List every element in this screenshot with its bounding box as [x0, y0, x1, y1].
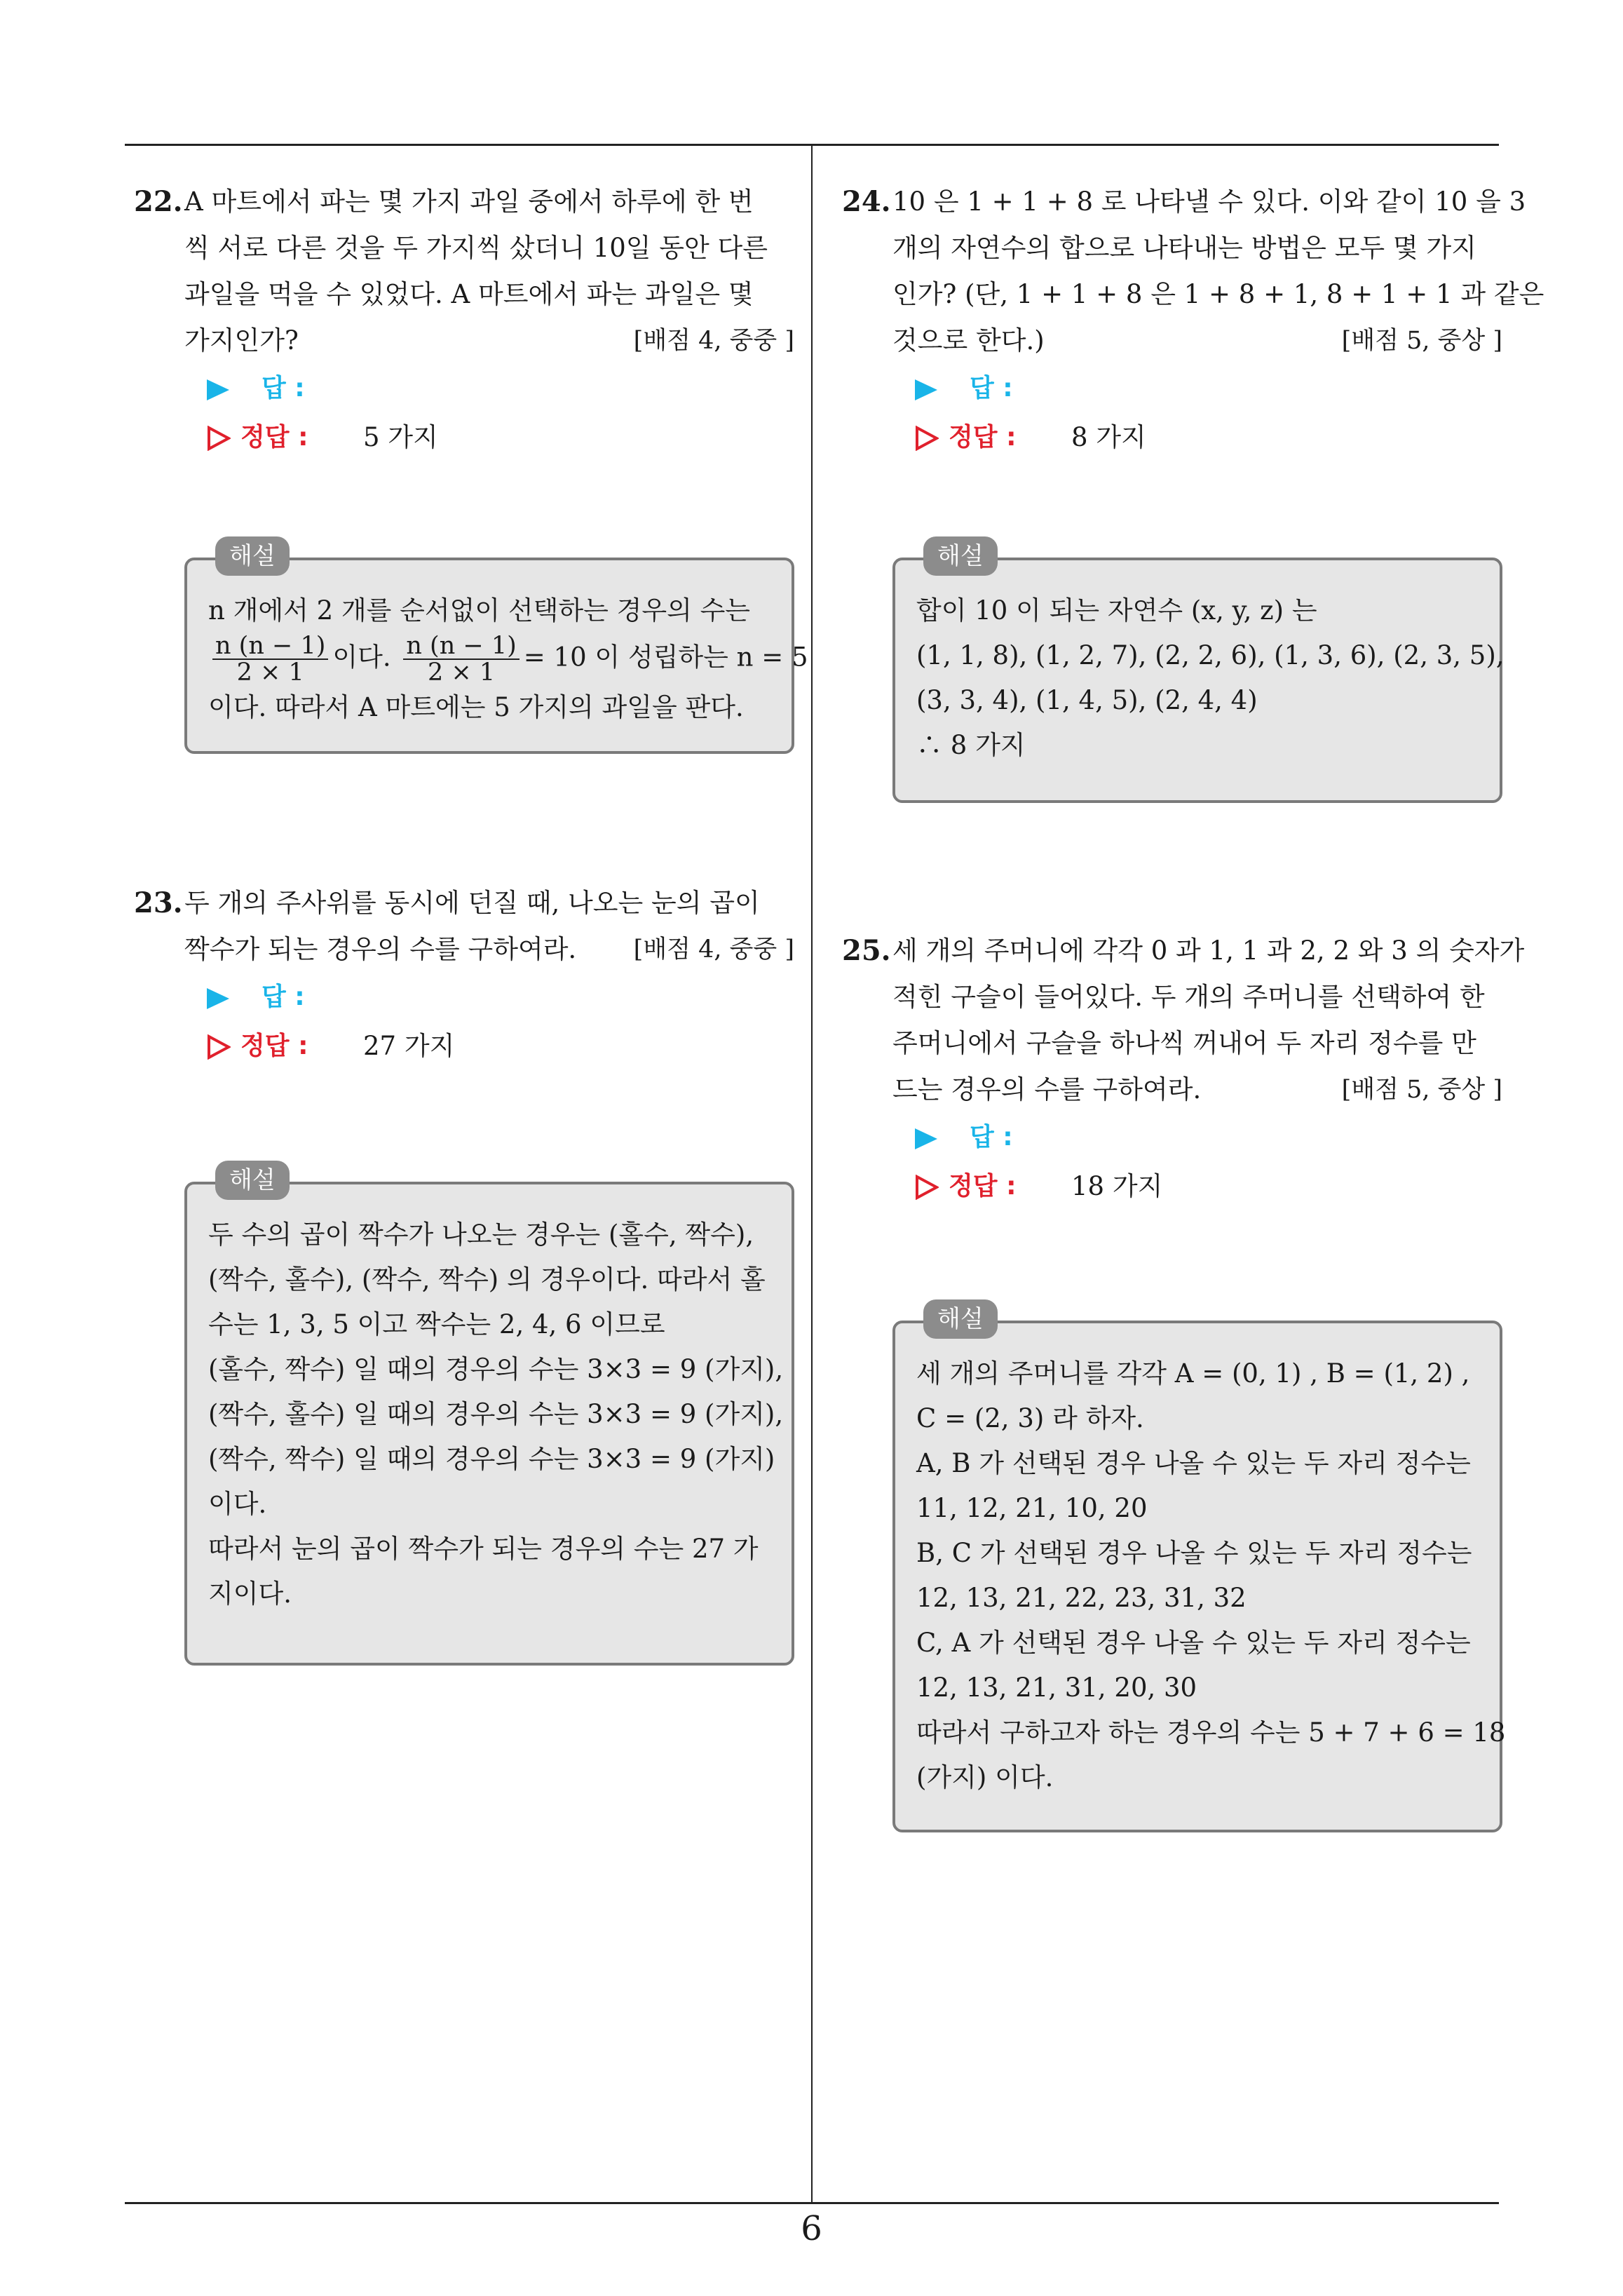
- solution-line: 따라서 구하고자 하는 경우의 수는 5 + 7 + 6 = 18: [916, 1717, 1506, 1748]
- question-line: 10 은 1 + 1 + 8 로 나타낼 수 있다. 이와 같이 10 을 3: [892, 187, 1526, 217]
- correct-answer-row: [128, 1022, 794, 1071]
- solution-line: 11, 12, 21, 10, 20: [916, 1493, 1148, 1523]
- solution-line: 12, 13, 21, 22, 23, 31, 32: [916, 1583, 1247, 1613]
- problem-number: 24.: [842, 185, 891, 218]
- solution-line: (3, 3, 4), (1, 4, 5), (2, 4, 4): [916, 685, 1258, 715]
- correct-answer-label: 정답 :: [949, 423, 1017, 452]
- question-line: 적힌 구슬이 들어있다. 두 개의 주머니를 선택하여 한: [892, 982, 1485, 1012]
- solution-tab: 해설: [215, 1161, 290, 1200]
- question-line: 개의 자연수의 합으로 나타내는 방법은 모두 몇 가지: [892, 233, 1476, 263]
- question-line: 짝수가 되는 경우의 수를 구하여라.: [184, 934, 577, 964]
- problem-number: 22.: [134, 185, 183, 218]
- solution-box: [892, 1305, 1506, 1832]
- question-line: 과일을 먹을 수 있었다. A 마트에서 파는 과일은 몇: [184, 279, 754, 309]
- solution-line: 이다.: [208, 1489, 267, 1519]
- problem-number: 25.: [842, 934, 891, 967]
- solution-tab: 해설: [923, 536, 998, 576]
- score-label: [배점 5, 중상 ]: [1341, 1076, 1502, 1104]
- solution-line: (홀수, 짝수) 일 때의 경우의 수는 3×3 = 9 (가지),: [208, 1354, 784, 1384]
- question-line: 주머니에서 구슬을 하나씩 꺼내어 두 자리 정수를 만: [892, 1028, 1476, 1058]
- problem-25: [836, 928, 1525, 1792]
- problem-23: [128, 880, 794, 1609]
- question-line: 세 개의 주머니에 각각 0 과 1, 1 과 2, 2 와 3 의 숫자가: [892, 936, 1525, 966]
- fraction: $\frac{n (n - 1)}{2 \times 1}$: [403, 633, 519, 685]
- problem-22: [128, 179, 808, 722]
- question-line: 인가? (단, 1 + 1 + 8 은 1 + 8 + 1, 8 + 1 + 1 과 같은: [892, 279, 1544, 309]
- answer-label: 답 :: [970, 1123, 1013, 1152]
- solution-line: 합이 10 이 되는 자연수 (x, y, z) 는: [916, 595, 1317, 626]
- solution-line: 세 개의 주머니를 각각 A = (0, 1) , B = (1, 2) ,: [916, 1358, 1470, 1389]
- solution-line: 두 수의 곱이 짝수가 나오는 경우는 (홀수, 짝수),: [208, 1220, 754, 1250]
- answer-label: 답 :: [262, 982, 305, 1011]
- question-line: A 마트에서 파는 몇 가지 과일 중에서 하루에 한 번: [184, 187, 754, 217]
- solution-line: (짝수, 홀수) 일 때의 경우의 수는 3×3 = 9 (가지),: [208, 1399, 784, 1429]
- solution-tab: 해설: [215, 536, 290, 576]
- solution-tab: 해설: [923, 1299, 998, 1339]
- solution-box: [184, 542, 808, 754]
- question-line: 두 개의 주사위를 동시에 던질 때, 나오는 눈의 곱이: [184, 888, 760, 918]
- answer-label: 답 :: [970, 374, 1013, 403]
- outline-triangle-icon: [915, 1175, 939, 1200]
- score-label: [배점 4, 중중 ]: [633, 327, 794, 355]
- question-line: 드는 경우의 수를 구하여라.: [892, 1074, 1202, 1105]
- solution-line: C = (2, 3) 라 하자.: [916, 1403, 1144, 1433]
- solution-line: 수는 1, 3, 5 이고 짝수는 2, 4, 6 이므로: [208, 1309, 665, 1339]
- solution-line: (짝수, 짝수) 일 때의 경우의 수는 3×3 = 9 (가지): [208, 1444, 775, 1474]
- answer-row[interactable]: [836, 1113, 1502, 1162]
- question-line: 것으로 한다.): [892, 325, 1045, 356]
- answer-row[interactable]: [128, 973, 794, 1022]
- correct-answer-value: 18 가지: [1071, 1171, 1163, 1201]
- correct-answer-row: [836, 1162, 1502, 1211]
- page-number: 6: [801, 2209, 822, 2248]
- solution-line: 12, 13, 21, 31, 20, 30: [916, 1673, 1197, 1703]
- question-line: 가지인가?: [184, 325, 299, 356]
- play-triangle-icon: [207, 379, 229, 400]
- answer-label: 답 :: [262, 374, 305, 403]
- solution-line: (1, 1, 8), (1, 2, 7), (2, 2, 6), (1, 3, 6), (2, 3, 5),: [916, 640, 1505, 670]
- solution-line: 따라서 눈의 곱이 짝수가 되는 경우의 수는 27 가: [208, 1534, 759, 1564]
- solution-line: 지이다.: [208, 1579, 292, 1609]
- solution-line: B, C 가 선택된 경우 나올 수 있는 두 자리 정수는: [916, 1538, 1472, 1568]
- column-divider: [811, 145, 813, 2203]
- problem-24: [836, 179, 1544, 760]
- play-triangle-icon: [915, 379, 937, 400]
- correct-answer-value: 8 가지: [1071, 422, 1146, 452]
- score-label: [배점 4, 중중 ]: [633, 936, 794, 964]
- outline-triangle-icon: [207, 1034, 231, 1060]
- fraction: $\frac{n (n - 1)}{2 \times 1}$: [212, 633, 328, 685]
- correct-answer-value: 5 가지: [363, 422, 438, 452]
- bottom-rule: [125, 2202, 1499, 2204]
- solution-line: 이다. 따라서 A 마트에는 5 가지의 과일을 판다.: [208, 692, 744, 722]
- solution-line-fraction: $\frac{n (n - 1)}{2 \times 1}$ 이다. $\frac{n (n - 1)}{2 \times 1}$ = 10 이 성립하는 n = 5: [208, 633, 775, 685]
- solution-line: ∴ 8 가지: [916, 730, 1026, 760]
- score-label: [배점 5, 중상 ]: [1341, 327, 1502, 355]
- solution-line: n 개에서 2 개를 순서없이 선택하는 경우의 수는: [208, 595, 751, 626]
- correct-answer-row: [836, 413, 1502, 462]
- outline-triangle-icon: [207, 426, 231, 451]
- play-triangle-icon: [207, 988, 229, 1009]
- solution-line: A, B 가 선택된 경우 나올 수 있는 두 자리 정수는: [916, 1448, 1471, 1478]
- solution-line: (가지) 이다.: [916, 1762, 1054, 1792]
- correct-answer-label: 정답 :: [240, 1032, 308, 1060]
- outline-triangle-icon: [915, 426, 939, 451]
- correct-answer-value: 27 가지: [363, 1031, 455, 1061]
- question-line: 씩 서로 다른 것을 두 가지씩 샀더니 10일 동안 다른: [184, 233, 768, 263]
- solution-box: [184, 1166, 794, 1666]
- answer-row[interactable]: [836, 364, 1502, 413]
- solution-line: C, A 가 선택된 경우 나올 수 있는 두 자리 정수는: [916, 1628, 1471, 1658]
- answer-row[interactable]: [128, 364, 794, 413]
- play-triangle-icon: [915, 1128, 937, 1149]
- correct-answer-label: 정답 :: [949, 1172, 1017, 1201]
- solution-box: [892, 542, 1505, 803]
- problem-number: 23.: [134, 886, 183, 919]
- correct-answer-row: [128, 413, 794, 462]
- correct-answer-label: 정답 :: [240, 423, 308, 452]
- solution-line: (짝수, 홀수), (짝수, 짝수) 의 경우이다. 따라서 홀: [208, 1264, 766, 1295]
